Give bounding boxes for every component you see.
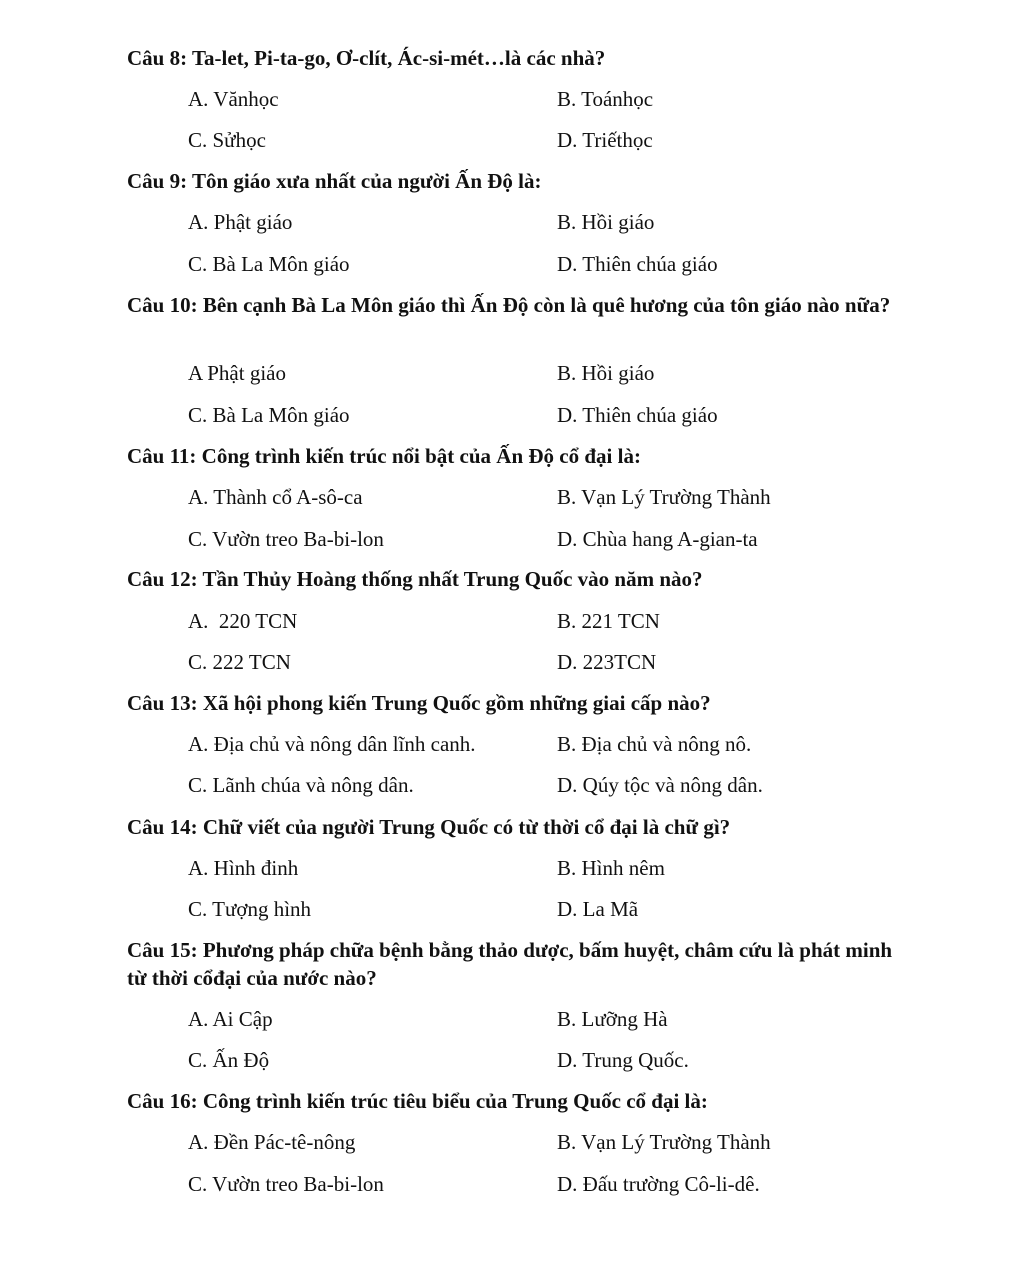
option-d: D. Qúy tộc và nông dân.: [557, 773, 763, 797]
option-b: B. Hồi giáo: [557, 210, 655, 234]
options-row: [0, 1004, 1024, 1034]
options-row: [0, 524, 1024, 554]
options-row: [0, 1127, 1024, 1157]
option-c: C. Vườn treo Ba-bi-lon: [188, 527, 384, 551]
option-a: A Phật giáo: [188, 361, 286, 385]
option-c: C. Bà La Môn giáo: [188, 403, 350, 427]
question-16: Câu 16: Công trình kiến trúc tiêu biểu của Trung Quốc cổ đại là:: [127, 1089, 708, 1113]
option-b: B. 221 TCN: [557, 609, 660, 633]
option-d: D. 223TCN: [557, 650, 657, 674]
options-row: [0, 1045, 1024, 1075]
question-13: Câu 13: Xã hội phong kiến Trung Quốc gồm những giai cấp nào?: [127, 691, 711, 715]
question-8: Câu 8: Ta-let, Pi-ta-go, Ơ-clít, Ác-si-mét…là các nhà?: [127, 46, 606, 70]
question-11: Câu 11: Công trình kiến trúc nổi bật của Ấn Độ cổ đại là:: [127, 444, 641, 468]
options-row: [0, 207, 1024, 237]
options-row: [0, 1169, 1024, 1199]
option-b: B. Lưỡng Hà: [557, 1007, 668, 1031]
option-c: C. Sửhọc: [188, 128, 266, 152]
option-c: C. 222 TCN: [188, 650, 291, 674]
question-10: Câu 10: Bên cạnh Bà La Môn giáo thì Ấn Độ còn là quê hương của tôn giáo nào nữa?: [127, 293, 891, 317]
option-b: B. Địa chủ và nông nô.: [557, 732, 752, 756]
option-b: B. Toánhọc: [557, 87, 654, 111]
options-row: [0, 358, 1024, 388]
option-a: A. Thành cổ A-sô-ca: [188, 485, 363, 509]
option-a: A. Phật giáo: [188, 210, 293, 234]
option-d: D. Thiên chúa giáo: [557, 252, 718, 276]
options-row: [0, 400, 1024, 430]
option-a: A. Địa chủ và nông dân lĩnh canh.: [188, 732, 476, 756]
question-14: Câu 14: Chữ viết của người Trung Quốc có từ thời cổ đại là chữ gì?: [127, 815, 731, 839]
options-row: [0, 647, 1024, 677]
option-c: C. Vườn treo Ba-bi-lon: [188, 1172, 384, 1196]
option-b: B. Vạn Lý Trường Thành: [557, 485, 771, 509]
options-row: [0, 482, 1024, 512]
options-row: [0, 853, 1024, 883]
options-row: [0, 606, 1024, 636]
option-b: B. Hồi giáo: [557, 361, 655, 385]
option-a: A. Đền Pác-tê-nông: [188, 1130, 356, 1154]
options-row: [0, 84, 1024, 114]
question-15: Câu 15: Phương pháp chữa bệnh bằng thảo dược, bấm huyệt, châm cứu là phát minh từ thời cổđại của nước nào?: [127, 938, 893, 990]
option-d: D. Triếthọc: [557, 128, 653, 152]
question-12: Câu 12: Tần Thủy Hoàng thống nhất Trung Quốc vào năm nào?: [127, 567, 703, 591]
options-row: [0, 770, 1024, 800]
option-c: C. Bà La Môn giáo: [188, 252, 350, 276]
option-d: D. Đấu trường Cô-li-dê.: [557, 1172, 760, 1196]
options-row: [0, 894, 1024, 924]
question-9: Câu 9: Tôn giáo xưa nhất của người Ấn Độ là:: [127, 169, 542, 193]
option-d: D. La Mã: [557, 897, 639, 921]
option-c: C. Lãnh chúa và nông dân.: [188, 773, 414, 797]
options-row: [0, 125, 1024, 155]
option-b: B. Vạn Lý Trường Thành: [557, 1130, 771, 1154]
option-a: A. Ai Cập: [188, 1007, 273, 1031]
option-a: A. 220 TCN: [188, 609, 298, 633]
option-d: D. Trung Quốc.: [557, 1048, 689, 1072]
option-c: C. Tượng hình: [188, 897, 312, 921]
option-c: C. Ấn Độ: [188, 1048, 270, 1072]
options-row: [0, 249, 1024, 279]
option-b: B. Hình nêm: [557, 856, 665, 880]
options-row: [0, 729, 1024, 759]
option-d: D. Thiên chúa giáo: [557, 403, 718, 427]
option-a: A. Vănhọc: [188, 87, 279, 111]
option-d: D. Chùa hang A-gian-ta: [557, 527, 758, 551]
option-a: A. Hình đinh: [188, 856, 299, 880]
